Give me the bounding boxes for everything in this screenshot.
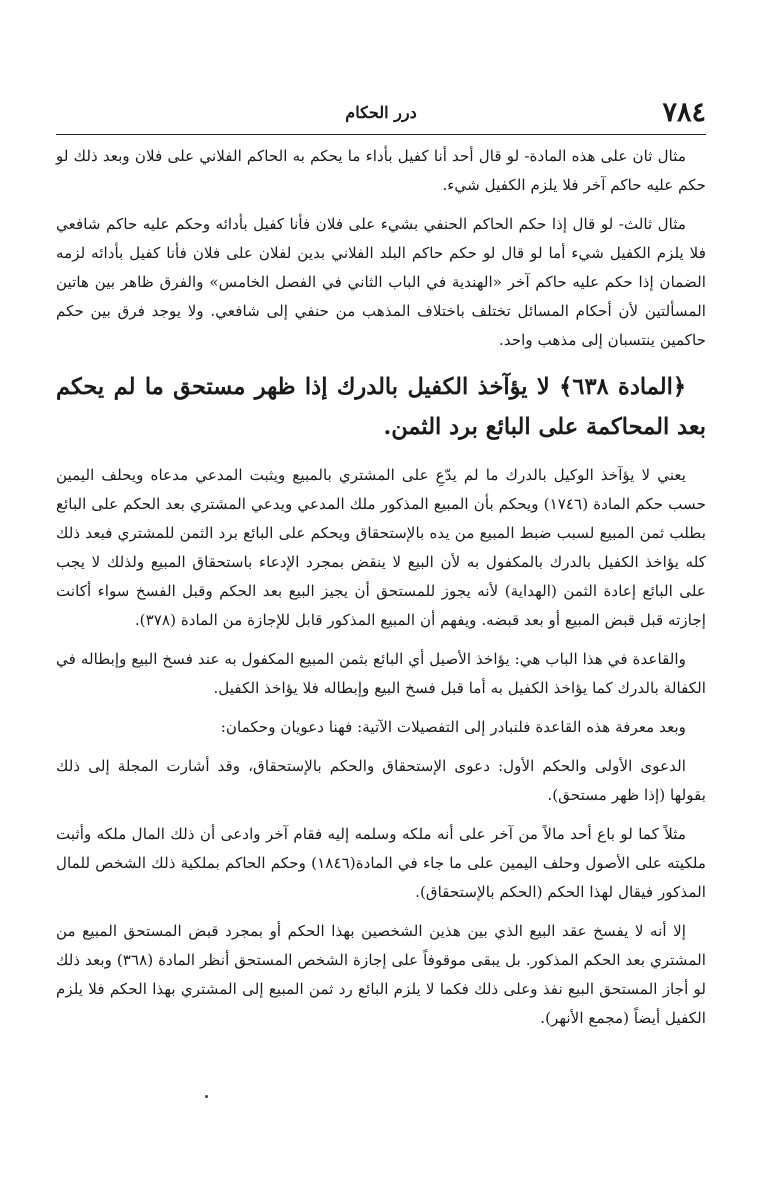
paragraph-example-three: مثال ثالث- لو قال إذا حكم الحاكم الحنفي بشيء على فلان فأنا كفيل بأدائه وحكم عليه حاكم شافعي فلا يلزم الكفيل شيء أما لو قال لو حكم حاكم البلد الفلاني بدين لفلان على فلان فأنا كفيل بأدائه لزمه الضمان إذا حكم عليه حاكم آخر «الهندية في الباب الثاني في الفصل الخامس» والفرق ظاهر بين هاتين المسألتين لأن أحكام المسائل تختلف باختلاف المذهب من حنفي إلى شافعي. ولا يوجد فرق بين حكم حاكمين ينتسبان إلى مذهب واحد. [56, 215, 706, 349]
paragraph-explanation: يعني لا يؤآخذ الوكيل بالدرك ما لم يدّعِ على المشتري بالمبيع ويثبت المدعي مدعاه ويحلف اليمين حسب حكم المادة (١٧٤٦) ويحكم بأن المبيع المذكور ملك المدعي ويدعي المشتري بعد الحكم على البائع بطلب ثمن المبيع لسبب ضبط المبيع من يده بالإستحقاق ويحكم على البائع برد الثمن للمشتري فبعد ذلك كله يؤاخذ الكفيل بالدرك بالمكفول به لأن البيع لا ينقض بمجرد الإدعاء باستحقاق المبيع ولذلك لا يجب على البائع إعادة الثمن (الهداية) لأنه يجوز للمستحق أن يجيز البيع بعد الحكم وقبل الفسخ سواء أكانت إجازته قبل قبض المبيع أو بعد قبضه. ويفهم أن المبيع المذكور قابل للإجازة من المادة (٣٧٨). [56, 466, 706, 629]
page-header [56, 95, 706, 131]
page-body [56, 142, 706, 1033]
paragraph-conclusion: إلا أنه لا يفسخ عقد البيع الذي بين هذين الشخصين بهذا الحكم أو بمجرد قبض المستحق المبيع من المشتري بعد الحكم المذكور. بل يبقى موقوفاً على إجازة الشخص المستحق أنظر المادة (٣٦٨) وبعد ذلك لو أجاز المستحق البيع نفذ وعلى ذلك فكما لا يلزم البائع رد ثمن المبيع إلى المشتري بهذا الحكم فلا يلزم الكفيل أيضاً (مجمع الأنهر). [56, 922, 706, 1027]
paragraph-example-two: مثال ثان على هذه المادة- لو قال أحد أنا كفيل بأداء ما يحكم به الحاكم الفلاني على فلان وبعد ذلك لو حكم عليه حاكم آخر فلا يلزم الكفيل شيء. [56, 147, 706, 194]
header-rule [56, 134, 706, 135]
paragraph-rule: والقاعدة في هذا الباب هي: يؤاخذ الأصيل أي البائع بثمن المبيع المكفول به عند فسخ البيع وإبطاله في الكفالة بالدرك كما يؤاخذ الكفيل به أما قبل فسخ البيع وإبطاله فلا يؤاخذ الكفيل. [56, 650, 706, 697]
stray-mark [205, 1095, 208, 1098]
paragraph-first-claim: الدعوى الأولى والحكم الأول: دعوى الإستحقاق والحكم بالإستحقاق، وقد أشارت المجلة إلى ذلك بقولها (إذا ظهر مستحق). [56, 757, 706, 804]
running-title: درر الحكام [345, 103, 417, 122]
paragraph-example-sale: مثلاً كما لو باع أحد مالاً من آخر على أنه ملكه وسلمه إليه فقام آخر وادعى أن ذلك المال ملكه وأثبت ملكيته على الأصول وحلف اليمين على ما جاء في المادة(١٨٤٦) وحكم الحاكم بملكية ذلك الشخص للمال المذكور فيقال لهذا الحكم (الحكم بالإستحقاق). [56, 825, 707, 901]
page-number: ٧٨٤ [662, 97, 706, 128]
paragraph-details-intro: وبعد معرفة هذه القاعدة فلنبادر إلى التفصيلات الآتية: فهنا دعويان وحكمان: [220, 718, 686, 736]
article-heading: ﴿المادة ٦٣٨﴾ لا يؤآخذ الكفيل بالدرك إذا ظهر مستحق ما لم يحكم بعد المحاكمة على البائع برد الثمن. [56, 374, 706, 440]
